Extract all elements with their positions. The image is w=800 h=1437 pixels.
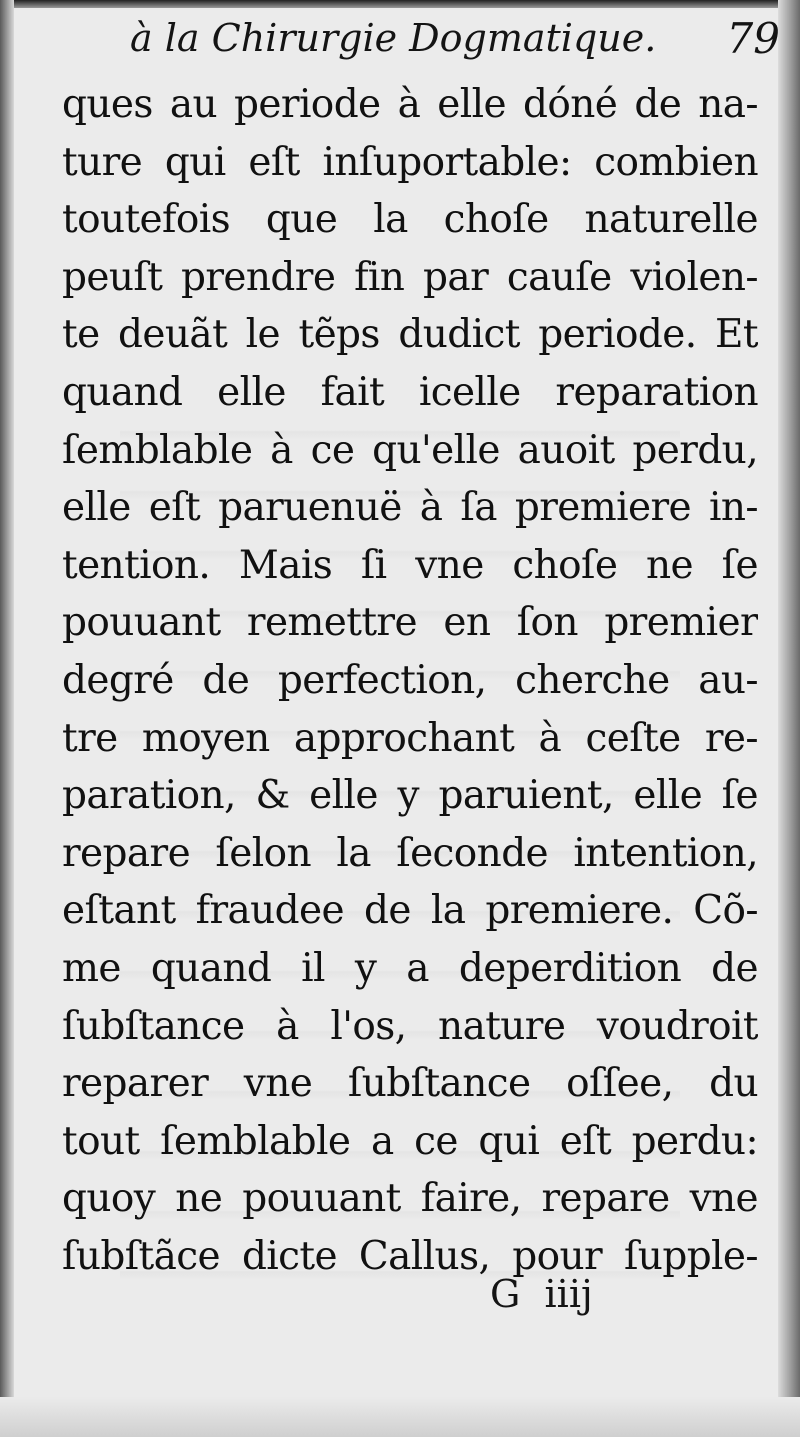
text-line: tention. Mais ſi vne choſe ne ſe <box>62 542 758 588</box>
text-line: te deuãt le tẽps dudict periode. Et <box>62 312 758 358</box>
scan-right-edge <box>778 0 800 1437</box>
text-line: eſtant fraudee de la premiere. Cõ- <box>62 888 758 934</box>
body-text <box>62 76 758 1285</box>
page-header <box>130 12 790 76</box>
text-line: degré de perfection, cherche au- <box>62 657 758 703</box>
text-line: ſemblable à ce qu'elle auoit perdu, <box>62 427 758 473</box>
signature-mark: G iiij <box>490 1272 593 1316</box>
text-line: tre moyen approchant à ceſte re- <box>62 715 758 761</box>
text-line: ture qui eſt inſuportable: combien <box>62 139 758 185</box>
text-line: ſubſtance à l'os, nature voudroit <box>62 1003 758 1049</box>
text-line: reparer vne ſubſtance oſſee, du <box>62 1061 758 1107</box>
text-line: ques au periode à elle dóné de na- <box>62 82 758 127</box>
text-line: quoy ne pouuant faire, repare vne <box>62 1176 758 1222</box>
text-line: pouuant remettre en ſon premier <box>62 600 758 646</box>
text-line: peuſt prendre fin par cauſe violen- <box>62 254 758 300</box>
text-line: elle eſt paruenuë à ſa premiere in- <box>62 485 758 531</box>
text-line: paration, & elle y paruient, elle ſe <box>62 773 758 819</box>
running-title: à la Chirurgie Dogmatique. <box>130 16 657 60</box>
text-line: ſubſtãce dicte Callus, pour ſupple- <box>62 1233 758 1279</box>
scan-left-edge <box>0 0 14 1437</box>
text-line: tout ſemblable a ce qui eſt perdu: <box>62 1118 758 1164</box>
page-number: 79 <box>726 14 780 63</box>
text-line: repare ſelon la ſeconde intention, <box>62 830 758 876</box>
text-line: quand elle fait icelle reparation <box>62 369 758 415</box>
text-line: me quand il y a deperdition de <box>62 945 758 991</box>
text-line: toutefois que la choſe naturelle <box>62 197 758 243</box>
scan-top-edge <box>0 0 800 8</box>
scan-bottom-edge <box>0 1397 800 1437</box>
